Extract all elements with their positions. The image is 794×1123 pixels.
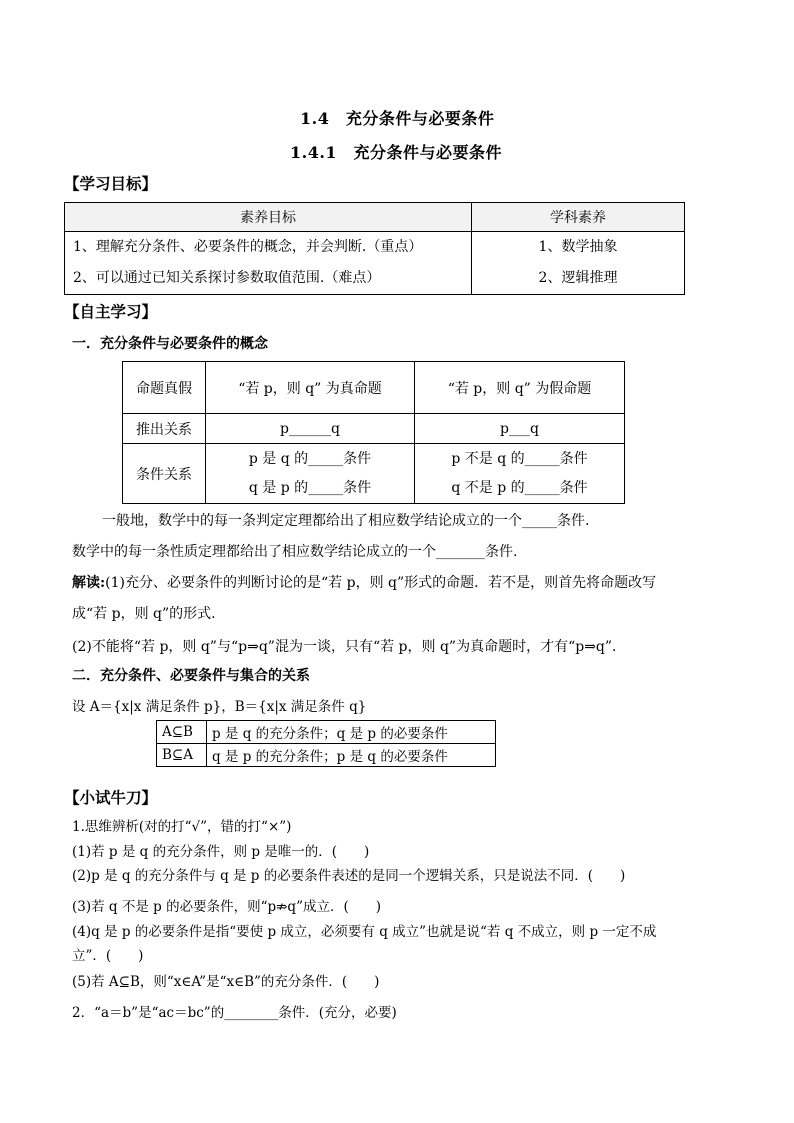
concept-cell-true-proposition: “若 p，则 q” 为真命题 — [206, 362, 415, 414]
goals-header-objectives: 素养目标 — [65, 203, 472, 232]
set-relation-table — [156, 720, 496, 767]
set-relation-value: q 是 p 的充分条件；p 是 q 的必要条件 — [207, 744, 496, 767]
paragraph-decision-theorem: 一般地，数学中的每一条判定定理都给出了相应数学结论成立的一个_____条件. — [102, 513, 590, 529]
practice-question-2: 2．“a＝b”是“ac＝bc”的________条件．(充分，必要) — [72, 1005, 397, 1021]
concept-cell-condition-label: 条件关系 — [123, 444, 206, 504]
set-definition: 设 A＝{x|x 满足条件 p}，B＝{x|x 满足条件 q} — [72, 699, 367, 715]
subsection-heading-concepts: 一．充分条件与必要条件的概念 — [72, 336, 268, 352]
practice-item-4b: 立”．( ) — [72, 948, 144, 964]
practice-item-1: (1)若 p 是 q 的充分条件，则 p 是唯一的．( ) — [72, 844, 370, 860]
practice-item-5: (5)若 A⊆B，则“x∈A”是“x∈B”的充分条件．( ) — [72, 974, 380, 990]
goal-item-1: 1、理解充分条件、必要条件的概念，并会判断.（重点） — [73, 239, 423, 255]
section-heading-practice: 【小试牛刀】 — [64, 788, 158, 807]
literacy-item-2: 2、逻辑推理 — [538, 270, 618, 286]
goals-header-literacy: 学科素养 — [472, 203, 685, 232]
set-relation-key: A⊆B — [157, 721, 207, 744]
note-label: 解读: — [72, 575, 106, 591]
set-relation-value: p 是 q 的充分条件；q 是 p 的必要条件 — [207, 721, 496, 744]
practice-question-1: 1.思维辨析(对的打“√”，错的打“×”) — [72, 819, 292, 835]
concept-cell-inference-false: p___q — [415, 414, 625, 444]
practice-item-4a: (4)q 是 p 的必要条件是指“要使 p 成立，必须要有 q 成立”也就是说“若 q 不成立，则 p 一定不成 — [72, 924, 657, 940]
concept-cell-truth-label: 命题真假 — [123, 362, 206, 414]
subsection-heading-sets: 二．充分条件、必要条件与集合的关系 — [72, 668, 310, 684]
goal-item-2: 2、可以通过已知关系探讨参数取值范围.（难点） — [73, 270, 381, 286]
concept-table — [122, 361, 625, 504]
concept-cell-false-proposition: “若 p，则 q” 为假命题 — [415, 362, 625, 414]
literacy-item-1: 1、数学抽象 — [538, 239, 618, 255]
practice-item-2: (2)p 是 q 的充分条件与 q 是 p 的必要条件表述的是同一个逻辑关系，只是说法不同．( ) — [72, 868, 626, 884]
document-title: 1.4 充分条件与必要条件 — [300, 109, 495, 128]
goals-table — [64, 202, 685, 295]
practice-item-3: (3)若 q 不是 p 的必要条件，则“p⇏q”成立．( ) — [72, 899, 382, 915]
set-relation-key: B⊆A — [157, 744, 207, 767]
concept-cell-sufficient-line: p 是 q 的_____条件 — [248, 450, 372, 467]
concept-cell-inference-label: 推出关系 — [123, 414, 206, 444]
section-heading-goals: 【学习目标】 — [64, 174, 158, 193]
concept-cell-not-necessary-line: q 不是 p 的_____条件 — [451, 479, 588, 496]
note-line-1b: 成“若 p，则 q”的形式. — [72, 606, 216, 622]
concept-cell-not-sufficient-line: p 不是 q 的_____条件 — [451, 450, 588, 467]
note-paragraph-1 — [72, 572, 656, 592]
note-line-1a: (1)充分、必要条件的判断讨论的是“若 p，则 q”形式的命题．若不是，则首先将命题改写 — [105, 575, 657, 591]
section-heading-self-study: 【自主学习】 — [64, 302, 158, 321]
concept-cell-inference-true: p______q — [206, 414, 415, 444]
document-subtitle: 1.4.1 充分条件与必要条件 — [290, 143, 503, 162]
paragraph-property-theorem: 数学中的每一条性质定理都给出了相应数学结论成立的一个_______条件. — [72, 544, 518, 560]
note-line-2: (2)不能将“若 p，则 q”与“p⇒q”混为一谈，只有“若 p，则 q”为真命题时，才有“p⇒q”． — [72, 639, 627, 655]
concept-cell-necessary-line: q 是 p 的_____条件 — [248, 479, 372, 496]
